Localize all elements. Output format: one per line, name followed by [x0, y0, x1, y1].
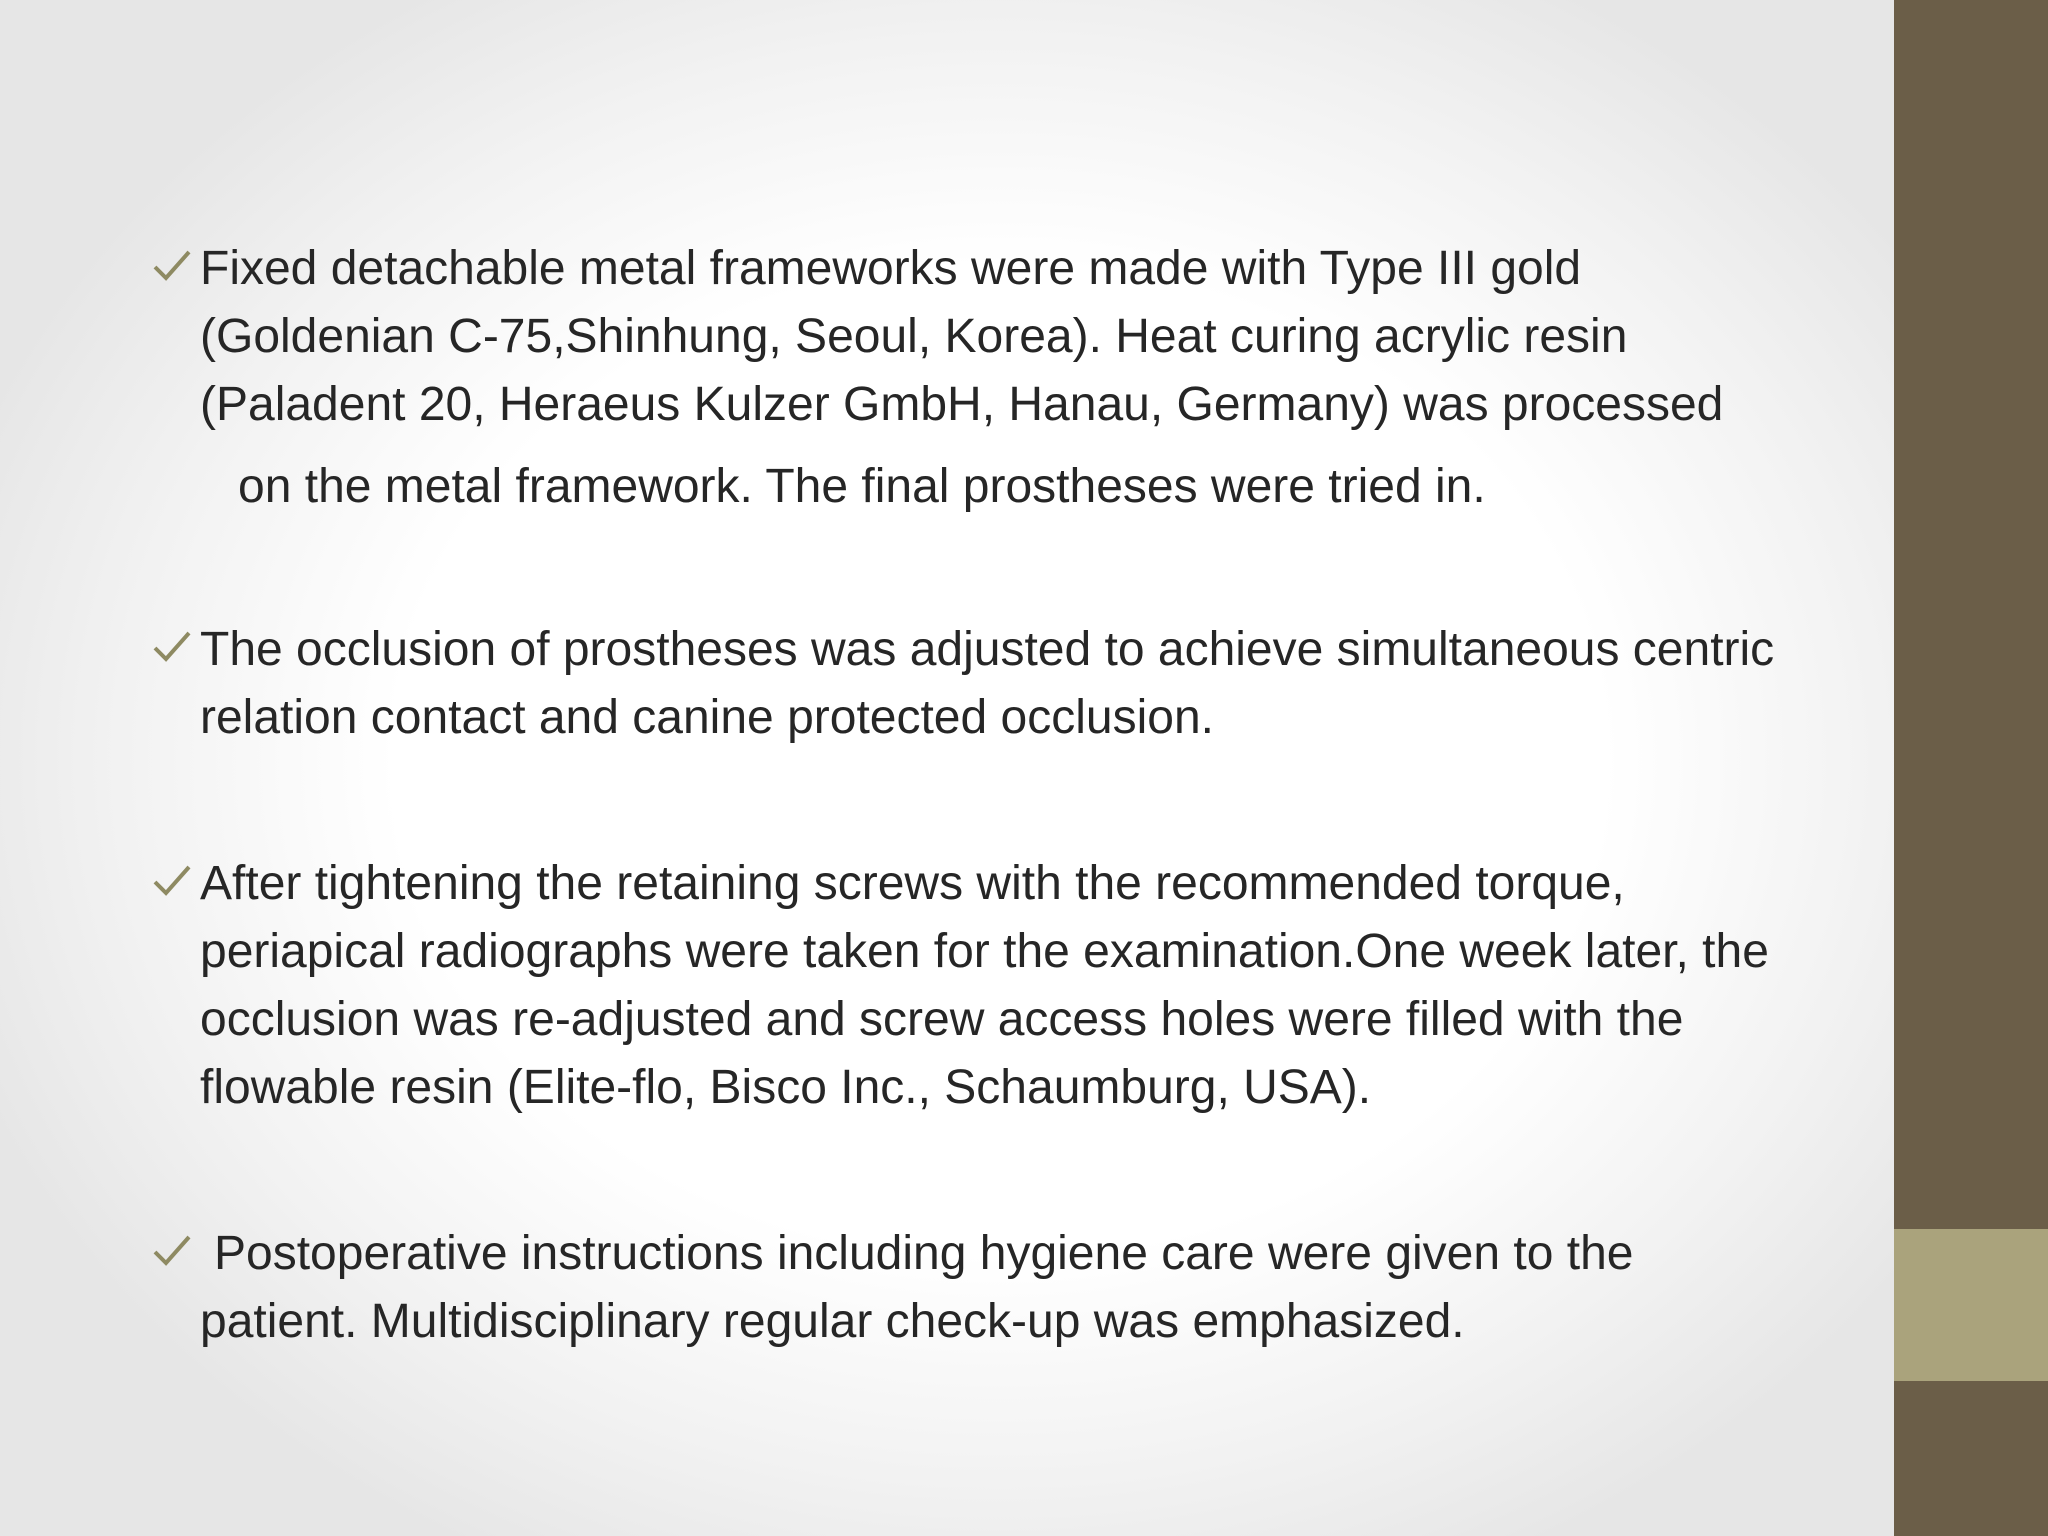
bullet-continuation-line: on the metal framework. The final prostheses were tried in. — [238, 460, 1486, 513]
bullet-line: periapical radiographs were taken for the examination.One week later, the — [200, 925, 1769, 978]
bullet-line: relation contact and canine protected occlusion. — [200, 691, 1214, 744]
checkmark-icon — [150, 1220, 200, 1288]
checkmark-icon — [150, 850, 200, 918]
bullet-line: The occlusion of prostheses was adjusted to achieve simultaneous centric — [200, 623, 1775, 676]
bullet-line: Fixed detachable metal frameworks were made with Type III gold — [200, 242, 1582, 295]
decorative-sidebar-accent — [1894, 1229, 2048, 1381]
bullet-text — [200, 1220, 1634, 1356]
bullet-text — [200, 235, 1723, 439]
bullet-line: flowable resin (Elite-flo, Bisco Inc., Schaumburg, USA). — [200, 1061, 1372, 1114]
bullet-line: occlusion was re-adjusted and screw access holes were filled with the — [200, 993, 1684, 1046]
bullet-text — [200, 616, 1774, 752]
bullet-line: (Paladent 20, Heraeus Kulzer GmbH, Hanau, Germany) was processed — [200, 378, 1724, 431]
checkmark-icon — [150, 235, 200, 303]
bullet-line: (Goldenian C-75,Shinhung, Seoul, Korea). Heat curing acrylic resin — [200, 310, 1628, 363]
bullet-line: patient. Multidisciplinary regular check-up was emphasized. — [200, 1295, 1465, 1348]
bullet-text — [200, 850, 1769, 1122]
bullet-line: Postoperative instructions including hygiene care were given to the — [214, 1227, 1634, 1280]
bullet-line: After tightening the retaining screws with the recommended torque, — [200, 857, 1625, 910]
checkmark-icon — [150, 616, 200, 684]
